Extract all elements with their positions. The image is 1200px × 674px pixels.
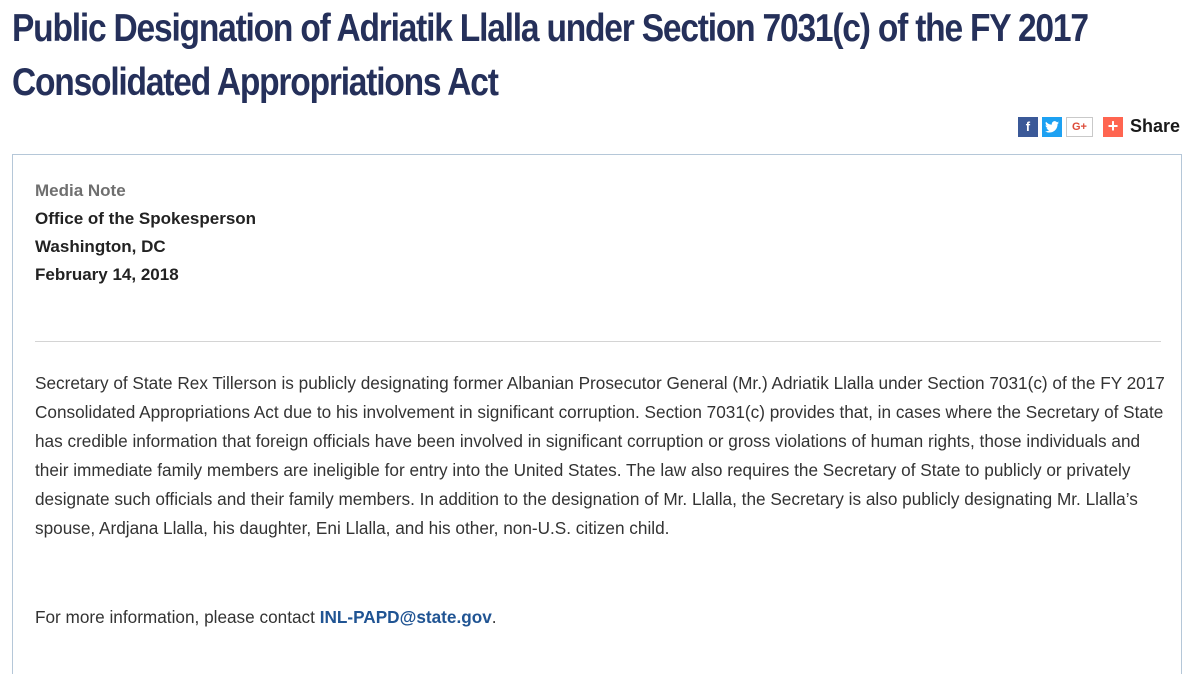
note-type: Media Note: [35, 181, 126, 200]
google-plus-icon[interactable]: G+: [1066, 117, 1093, 137]
page-title-line-2: Consolidated Appropriations Act: [12, 61, 498, 104]
twitter-icon[interactable]: [1042, 117, 1062, 137]
contact-prefix: For more information, please contact: [35, 607, 320, 627]
divider: [35, 341, 1161, 342]
media-note-meta: [35, 177, 256, 289]
body-paragraph: Secretary of State Rex Tillerson is publicly designating former Albanian Prosecutor General (Mr.) Adriatik Llalla under Section 7031(c) of the FY 2017 Consolidated Appropriations Act due to his involvement in significant corruption. Section 7031(c) provides that, in cases where the Secretary of State has credible information that foreign officials have been involved in significant corruption or gross violations of human rights, those individuals and their immediate family members are ineligible for entry into the United States. The law also requires the Secretary of State to publicly or privately designate such officials and their family members. In addition to the designation of Mr. Llalla, the Secretary is also publicly designating Mr. Llalla’s spouse, Ardjana Llalla, his daughter, Eni Llalla, and his other, non-U.S. citizen child.: [35, 373, 1165, 538]
media-note-box: [12, 154, 1182, 674]
note-office: Office of the Spokesperson: [35, 209, 257, 228]
share-label[interactable]: Share: [1129, 116, 1180, 136]
plus-icon[interactable]: +: [1103, 117, 1123, 137]
share-bar: [1018, 116, 1180, 137]
facebook-icon[interactable]: f: [1018, 117, 1038, 137]
contact-line: [35, 603, 497, 632]
twitter-bird-icon: [1045, 121, 1059, 133]
contact-email-link[interactable]: INL-PAPD@state.gov: [319, 607, 492, 627]
note-location: Washington, DC: [35, 237, 166, 256]
page-title-line-1: Public Designation of Adriatik Llalla under Section 7031(c) of the FY 2017: [12, 7, 1088, 50]
note-date: February 14, 2018: [35, 265, 179, 284]
page-title: [12, 2, 1088, 110]
contact-suffix: .: [491, 607, 497, 627]
